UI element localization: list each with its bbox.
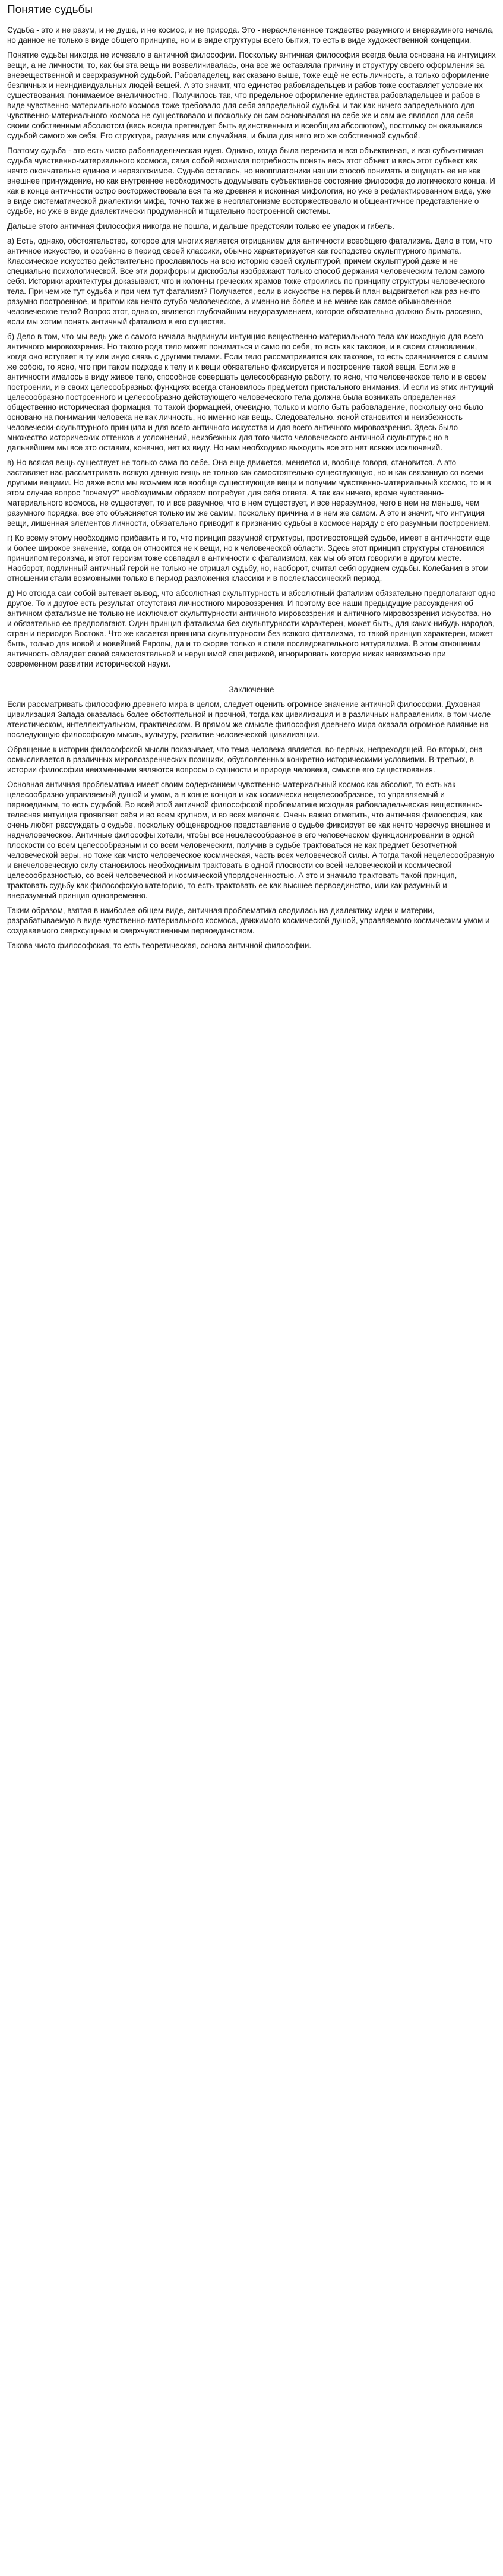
paragraph: Поэтому судьба - это есть чисто рабовладельческая идея. Однако, когда была пережита и вся объективная, и вся субъективная судьба чувственно-материального космоса, сама собой возникла потребность понять весь этот объект и весь этот субъект как нечто окончательно единое и неразложимое. Судьба осталась, но неопплатоники нашли способ понимать и ощущать ее не как внешнее принуждение, но как внутреннее необходимость додумывать субъективное состояние философа до логического конца. И как в конце античности остро восторжествовала вся та же древняя и исконная мифология, но уже в рефлектированном виде, уже в виде систематической диалектики мифа, точно так же в неоплатонизме восторжествовало и общеантичное представление о судьбе, но уже в виде диалектически продуманной и тщательно построенной системы. [7, 146, 495, 216]
paragraph: Судьба - это и не разум, и не душа, и не космос, и не природа. Это - нерасчлененное тождество разумного и внеразумного начала, но данное не только в виде общего принципа, но и в виде структуры всего бытия, то есть в виде художественной концепции. [7, 26, 495, 45]
document-page [0, 0, 503, 970]
paragraph: а) Есть, однако, обстоятельство, которое для многих является отрицанием для античности всеобщего фатализма. Дело в том, что античное искусство, и особенно в период своей классики, обычно характеризуется как господство скульптурного примата. Классическое искусство действительно прославилось на всю историю своей скульптурой, причем скульптурой даже и не специально психологической. Все эти дорифоры и дискоболы изображают только способ держания человеческим телом самого себя. Историки архитектуры доказывают, что и колонны греческих храмов тоже строились по принципу структуры человеческого тела. При чем же тут судьба и при чем тут фатализм? Получается, если в искусстве на первый план выдвигается как раз нечто разумно построенное, и притом как нечто сугубо человеческое, а именно не более и не менее как самое обыкновенное человеческое тело? Вопрос этот, однако, является глубочайшим недоразумением, которое обязательно должно быть рассеяно, если мы хотим понять античный фатализм в его существе. [7, 236, 492, 326]
intro-section [7, 25, 496, 669]
conclusion-heading: Заключение [229, 685, 274, 694]
paragraph: г) Ко всему этому необходимо прибавить и то, что принцип разумной структуры, противостоящей судьбе, имеет в античности еще и более широкое значение, когда он относится не к вещи, но к человеческой области. Здесь этот принцип структуры становился принципом героизма, и этот героизм тоже совпадал в античности с фатализмом, как мы об этом говорили в другом месте. Наоборот, подлинный античный герой не только не отрицал судьбу, но, наоборот, считал себя орудием судьбы. Колебания в этом отношении стали возможными только в период разложения классики и в послеклассический период. [7, 533, 491, 583]
paragraph: д) Но отсюда сам собой вытекает вывод, что абсолютная скульптурность и абсолютный фатализм обязательно предполагают одно другое. То и другое есть результат отсутствия личностного мировоззрения. И поэтому все наши предыдущие рассуждения об античном фатализме не только не исключают скульптурности античного мировоззрения и античного мировоззрения искусства, но и обязательно ее предполагают. Один принцип фатализма без скульптурности характерен, может быть, для каких-нибудь народов, стран и периодов Востока. Что же касается принципа скульптурности без всякого фатализма, то такой принцип характерен, может быть, только для новой и новейшей Европы, да и то скорее только в стиле последовательного натурализма. В этом отношении античность обладает своей самостоятельной и нерушимой спецификой, игнорировать которую никак невозможно при современном развитии исторической науки. [7, 589, 496, 668]
paragraph: Такова чисто философская, то есть теоретическая, основа античной философии. [7, 941, 312, 950]
page-title: Понятие судьбы [7, 4, 93, 16]
paragraph: б) Дело в том, что мы ведь уже с самого начала выдвинули интуицию вещественно-материального тела как исходную для всего античного мировоззрения. Но такого рода тело может пониматься и само по себе, то есть как таковое, и в своем становлении, когда оно вступает в ту или иную связь с другими телами. Если тело рассматривается как таковое, то есть сравнивается с самим же собою, то ясно, что при таком подходе к телу и к вещи обязательно фиксируется и построение такой вещи. Если же в античности имелось в виду живое тело, способное совершать целесообразную работу, то ясно, что человеческое тело и в своем построении, и в своих целесообразных функциях всегда становилось предметом пристального внимания. И если из этих интуиций целесообразно построенного и целесообразно действующего человеческого тела должна была возникать определенная общественно-историческая формация, то такой формацией, очевидно, только и могло быть рабовладение, поскольку оно было основано на понимании человека не как личность, но именно как вещь. Следовательно, ясной становится и неизбежность человечески-скульптурного принципа и для всего античного искусства и для всего античного мировоззрения. Здесь было множество исторических оттенков и усложнений, неизбежных для того чисто человеческого античной скульптуры; но в дальнейшем мы все это оставим, конечно, нет из виду. Но нам необходимо выходить все это нет всяких исключений. [7, 332, 494, 452]
paragraph: в) Но всякая вещь существует не только сама по себе. Она еще движется, меняется и, вообще говоря, становится. А это заставляет нас рассматривать всякую данную вещь не только как самостоятельно существующую, но и как связанную со всеми другими вещами. Но даже если мы возьмем все вообще существующие вещи и получим чувственно-материальный космос, то и в этом случае вопрос "почему?" необходимым образом потребует для себя ответа. А так как ничего, кроме чувственно-материального космоса, не существует, то и все разумное, что в нем существует, и все неразумное, чего в нем не меньше, чем разумного порядка, все это объясняется только им же самим, поскольку причина и в нем же самом. А это и значит, что интуиция вещи, лишенная элементов личности, обязательно приводит к признанию судьбы в космосе наряду с его разумным построением. [7, 458, 491, 528]
paragraph: Понятие судьбы никогда не исчезало в античной философии. Поскольку античная философия всегда была основана на интуициях вещи, а не личности, то, как бы эта вещь ни возвеличивалась, она все же оставляла причину и структуру своего оформления за вневещественной и сверхразумной судьбой. Рабовладелец, как сказано выше, тоже ещё не есть личность, а только оформление безличных и неиндивидуальных людей-вещей. А это значит, что единство рабовладельцев и рабов тоже составляет условие их существования, понимаемое внеличностно. Получилось так, что предельное оформление единства рабовладельцев и рабов в виде чувственно-материального космоса тоже требовало для себя запредельной судьбы, и так как ничего запредельного для чувственно-материального космоса не существовало и поскольку он сам основывался на себе же и сам же являлся для себя своим собственным абсолютом (весь всегда претендует быть единственным и всеобщим абсолютом), постольку он оказывался судьбой самого же себя. Его структура, разумная или случайная, и была для него его же собственной судьбой. [7, 50, 496, 140]
conclusion-section [7, 699, 496, 951]
paragraph: Обращение к истории философской мысли показывает, что тема человека является, во-первых, непреходящей. Во-вторых, она осмысливается в различных мировоззренческих позициях, обусловленных конкретно-историческими условиями. В-третьих, в истории философии неизменными являются вопросы о сущности и природе человека, смысле его существования. [7, 745, 483, 774]
paragraph: Если рассматривать философию древнего мира в целом, следует оценить огромное значение античной философии. Духовная цивилизация Запада оказалась более обстоятельной и прочной, тогда как цивилизация и в различных направлениях, в том числе атеистическом, интеллектуальном, практическом. В прямом же смысле философия древнего мира оказала огромное влияние на последующую философскую мысль, культуру, развитие человеческой цивилизации. [7, 700, 491, 739]
paragraph: Дальше этого античная философия никогда не пошла, и дальше предстояли только ее упадок и гибель. [7, 222, 394, 231]
paragraph: Основная античная проблематика имеет своим содержанием чувственно-материальный космос как абсолют, то есть как целесообразно управляемый душой и умом, а в конце концов и как космически нецелесообразное, то управляемый и первоединым, то есть судьбой. Во всей этой античной философской проблематике исходная рабовладельческая вещественно-телесная интуиция проявляет себя и во всем крупном, и во всех мелочах. Очень важно отметить, что античная философия, как очень любят рассуждать о судьбе, поскольку общенародное представление о судьбе фиксирует ее как нечто чересчур внешнее и надчеловеческое. Античные философы хотели, чтобы все нецелесообразное в его человеческом функционировании в одной плоскости со всем целесообразным и со всем человеческим, получив в судьбе трактоваться не как предмет безотчетной человеческой веры, но тоже как чисто человеческое космическая, часть всех человеческой силы. А тогда такой нецелесообразную и внечеловеческую силу становилось необходимым трактовать в одной плоскости со всей человеческой и космической целесообразностью, со всей человеческой и космической упорядоченностью. А это и значило трактовать такой принцип, трактовать судьбу как философскую категорию, то есть трактовать ее как высшее первоединство, или как разумный и внеразумный принцип одновременно. [7, 780, 495, 900]
paragraph: Таким образом, взятая в наиболее общем виде, античная проблематика сводилась на диалектику идеи и материи, разрабатываемую в виде чувственно-материального космоса, движимого космической душой, управляемого космическим умом и создаваемого сверхсущным и сверхчувственным первоединством. [7, 906, 490, 935]
